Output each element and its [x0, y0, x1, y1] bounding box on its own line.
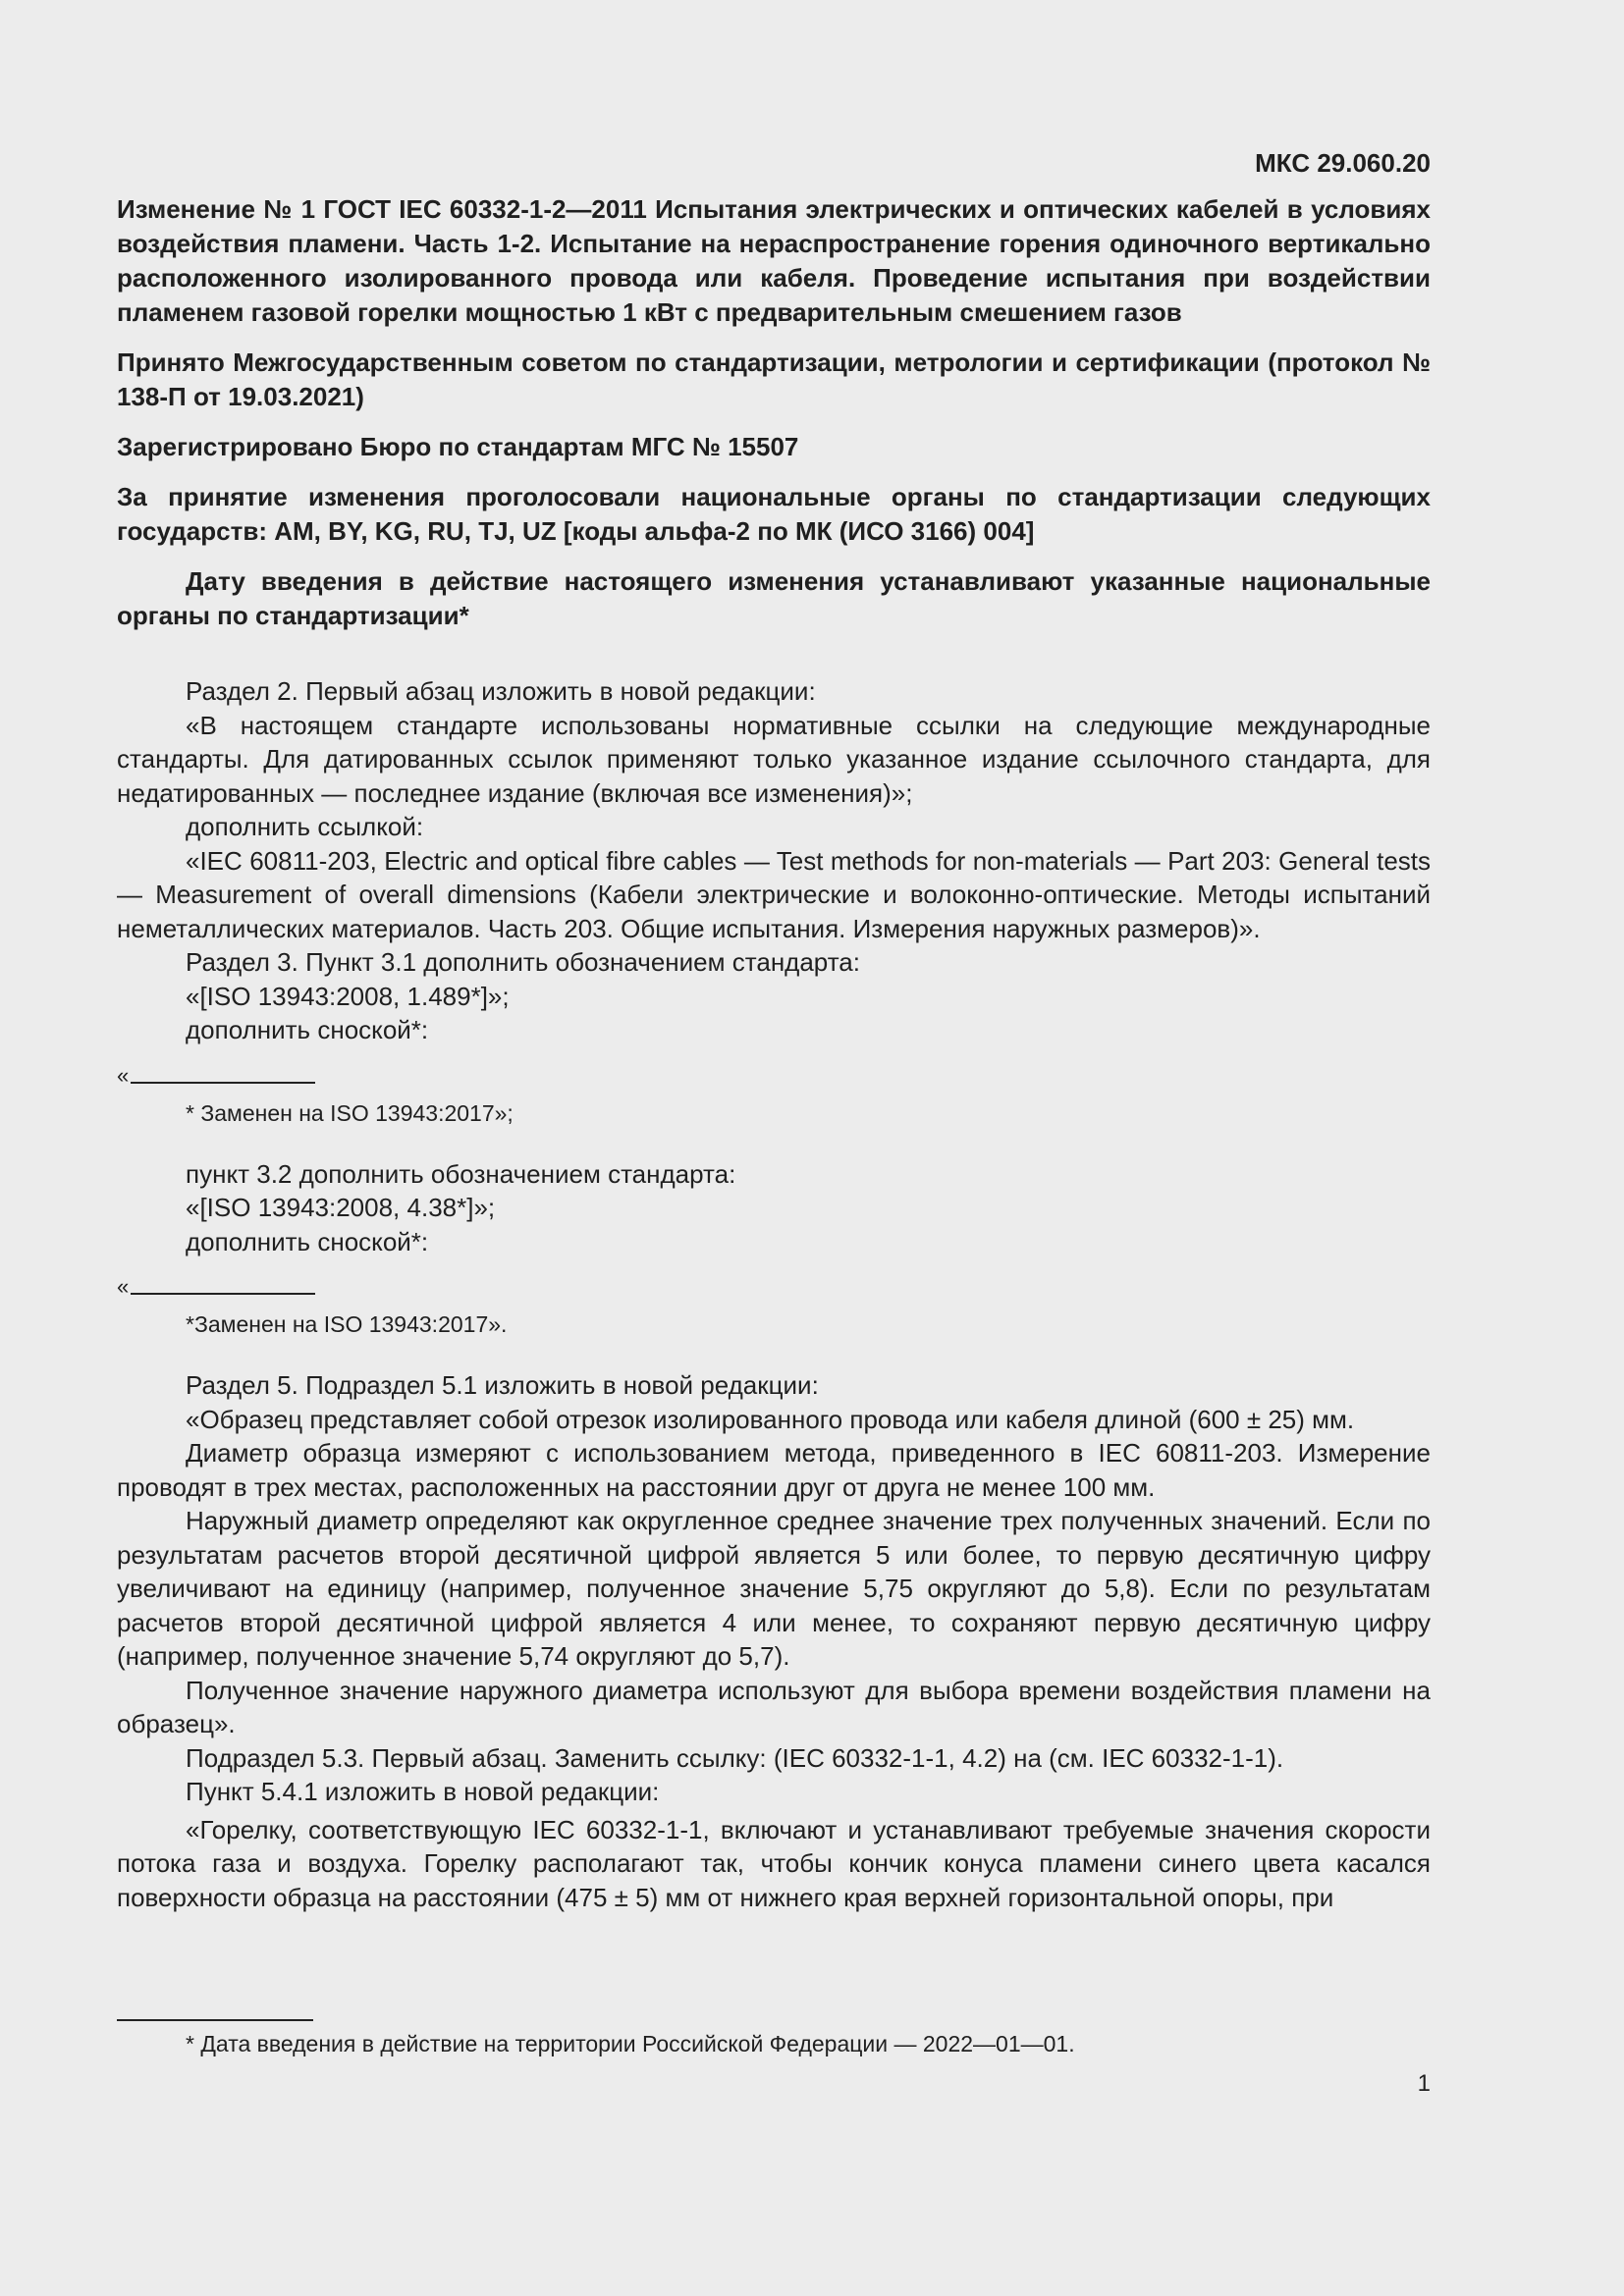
- paragraph-outer-diameter: Наружный диаметр определяют как округленное среднее значение трех полученных значений. Если по результатам расчетов второй десятичной цифрой является 5 или более, то первую десятичную цифру увеличивают на единицу (например, полученное значение 5,75 округляют до 5,8). Если по результатам расчетов второй десятичной цифрой является 4 или менее, то сохраняют первую десятичную цифру (например, полученное значение 5,74 округляют до 5,7).: [117, 1506, 1431, 1671]
- classification-code: МКС 29.060.20: [1255, 148, 1431, 178]
- page-footnote-rule: [117, 2019, 313, 2021]
- paragraph-add-footnote-1: дополнить сноской*:: [186, 1015, 429, 1044]
- page-number: 1: [1417, 2070, 1431, 2097]
- paragraph-exposure-time: Полученное значение наружного диаметра используют для выбора времени воздействия пламени на образец».: [117, 1675, 1431, 1738]
- footnote-1-rule: [131, 1082, 315, 1084]
- paragraph-iso-438: «[ISO 13943:2008, 4.38*]»;: [186, 1193, 496, 1222]
- paragraph-add-ref: дополнить ссылкой:: [186, 812, 424, 841]
- footnote-2-open: «: [117, 1272, 1431, 1302]
- paragraph-burner: «Горелку, соответствующую IEC 60332-1-1, включают и устанавливают требуемые значения скорости потока газа и воздуха. Горелку располагают так, чтобы кончик конуса пламени синего цвета касался поверхности образца на расстоянии (475 ± 5) мм от нижнего края верхней горизонтальной опоры, при: [117, 1814, 1431, 1912]
- amendment-title: Изменение № 1 ГОСТ IEC 60332-1-2—2011 Испытания электрических и оптических кабелей в условиях воздействия пламени. Часть 1-2. Испытание на нераспространение горения одиночного вертикально расположенного изолированного провода или кабеля. Проведение испытания при воздействии пламенем газовой горелки мощностью 1 кВт с предварительным смешением газов: [117, 194, 1431, 327]
- page-footnote: * Дата введения в действие на территории Российской Федерации — 2022—01—01.: [186, 2031, 1075, 2056]
- adopted-statement: Принято Межгосударственным советом по стандартизации, метрологии и сертификации (протокол № 138-П от 19.03.2021): [117, 347, 1431, 411]
- effective-date-statement: Дату введения в действие настоящего изменения устанавливают указанные национальные органы по стандартизации*: [117, 566, 1431, 630]
- paragraph-normative-refs: «В настоящем стандарте использованы нормативные ссылки на следующие международные стандарты. Для датированных ссылок применяют только указанное издание ссылочного стандарта, для недатированных — последнее издание (включая все изменения)»;: [117, 710, 1431, 808]
- footnote-2-text: *Заменен на ISO 13943:2017».: [186, 1311, 508, 1337]
- paragraph-section-2: Раздел 2. Первый абзац изложить в новой редакции:: [186, 676, 816, 706]
- paragraph-item-5-4-1: Пункт 5.4.1 изложить в новой редакции:: [186, 1777, 660, 1806]
- paragraph-add-footnote-2: дополнить сноской*:: [186, 1226, 429, 1256]
- registered-statement: Зарегистрировано Бюро по стандартам МГС № 15507: [117, 432, 799, 461]
- document-content: [117, 145, 1431, 1914]
- paragraph-diameter: Диаметр образца измеряют с использованием метода, приведенного в IEC 60811-203. Измерение проводят в трех местах, расположенных на расстоянии друг от друга не менее 100 мм.: [117, 1438, 1431, 1502]
- paragraph-section-3: Раздел 3. Пункт 3.1 дополнить обозначением стандарта:: [186, 947, 860, 977]
- footnote-1-text: * Заменен на ISO 13943:2017»;: [186, 1099, 514, 1126]
- paragraph-item-3-2: пункт 3.2 дополнить обозначением стандарта:: [186, 1158, 736, 1189]
- paragraph-iso-1489: «[ISO 13943:2008, 1.489*]»;: [186, 981, 510, 1011]
- paragraph-section-5: Раздел 5. Подраздел 5.1 изложить в новой редакции:: [186, 1370, 819, 1400]
- voted-statement: За принятие изменения проголосовали национальные органы по стандартизации следующих государств: AM, BY, KG, RU, TJ, UZ [коды альфа-2 по МК (ИСО 3166) 004]: [117, 482, 1431, 546]
- footnote-1-open: «: [117, 1061, 1431, 1091]
- footnote-2-rule: [131, 1293, 315, 1295]
- paragraph-iec-60811: «IEC 60811-203, Electric and optical fibre cables — Test methods for non-materials — Part 203: General tests — Measurement of overall dimensions (Кабели электрические и волоконно-оптические. Методы испытаний неметаллических материалов. Часть 203. Общие испытания. Измерения наружных размеров)».: [117, 845, 1431, 943]
- paragraph-sample: «Образец представляет собой отрезок изолированного провода или кабеля длиной (600 ± 25) мм.: [186, 1404, 1355, 1434]
- paragraph-subsection-5-3: Подраздел 5.3. Первый абзац. Заменить ссылку: (IEC 60332-1-1, 4.2) на (см. IEC 60332-1-1).: [186, 1742, 1284, 1773]
